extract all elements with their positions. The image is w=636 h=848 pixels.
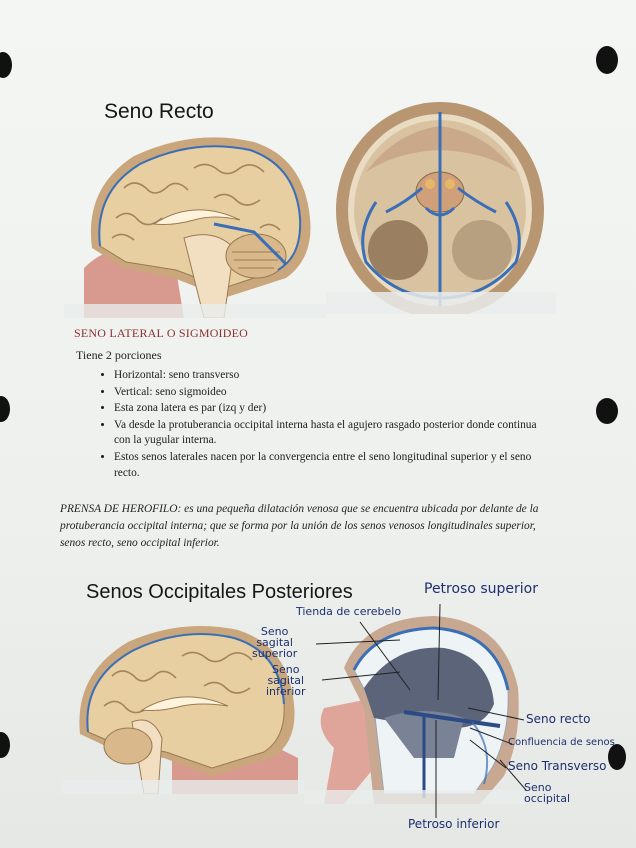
- intro-text: Tiene 2 porciones: [76, 348, 162, 362]
- label-line: inferior: [266, 685, 306, 698]
- label-line: superior: [252, 647, 298, 660]
- label-confluencia-senos: Confluencia de senos: [508, 737, 615, 748]
- herofilo-lead: PRENSA DE HEROFILO:: [60, 503, 182, 515]
- list-item: • Vertical: seno sigmoideo: [114, 385, 554, 401]
- label-line: Seno: [272, 663, 300, 676]
- label-seno-recto: Seno recto: [526, 712, 591, 726]
- herofilo-text: es una pequeña dilatación venosa que se encuentra ubicada por delante de la protuberancia occipital interna; que se forma por la unión de los senos venosos longitudinales superior, senos recto, seno occipital inferior.: [60, 503, 539, 549]
- section-heading-seno-lateral: SENO LATERAL O SIGMOIDEO: [74, 326, 249, 340]
- label-seno-transverso: Seno Transverso: [508, 759, 607, 773]
- label-line: Seno: [260, 625, 289, 638]
- label-petroso-superior: Petroso superior: [424, 581, 539, 597]
- list-item: • Horizontal: seno transverso: [114, 368, 554, 384]
- label-seno-occipital: [524, 782, 570, 804]
- list-item: • Esta zona latera es par (izq y der): [114, 401, 554, 417]
- label-seno-sagital-inferior: [266, 664, 306, 697]
- label-petroso-inferior: Petroso inferior: [408, 817, 500, 831]
- label-seno-sagital-superior: [252, 626, 297, 659]
- list-item: • Va desde la protuberancia occipital interna hasta el agujero rasgado posterior donde continua con la yugular interna.: [114, 418, 554, 449]
- label-tienda-cerebelo: Tienda de cerebelo: [296, 605, 402, 618]
- label-line: Seno: [524, 781, 552, 794]
- list-item: • Estos senos laterales nacen por la convergencia entre el seno longitudinal superior y el seno recto.: [114, 450, 554, 481]
- section-title-senos-occipitales: Senos Occipitales Posteriores: [86, 581, 353, 603]
- label-line: sagital: [267, 674, 305, 687]
- label-line: sagital: [256, 636, 293, 649]
- section-title-seno-recto: Seno Recto: [104, 100, 214, 123]
- label-line: occipital: [524, 792, 571, 805]
